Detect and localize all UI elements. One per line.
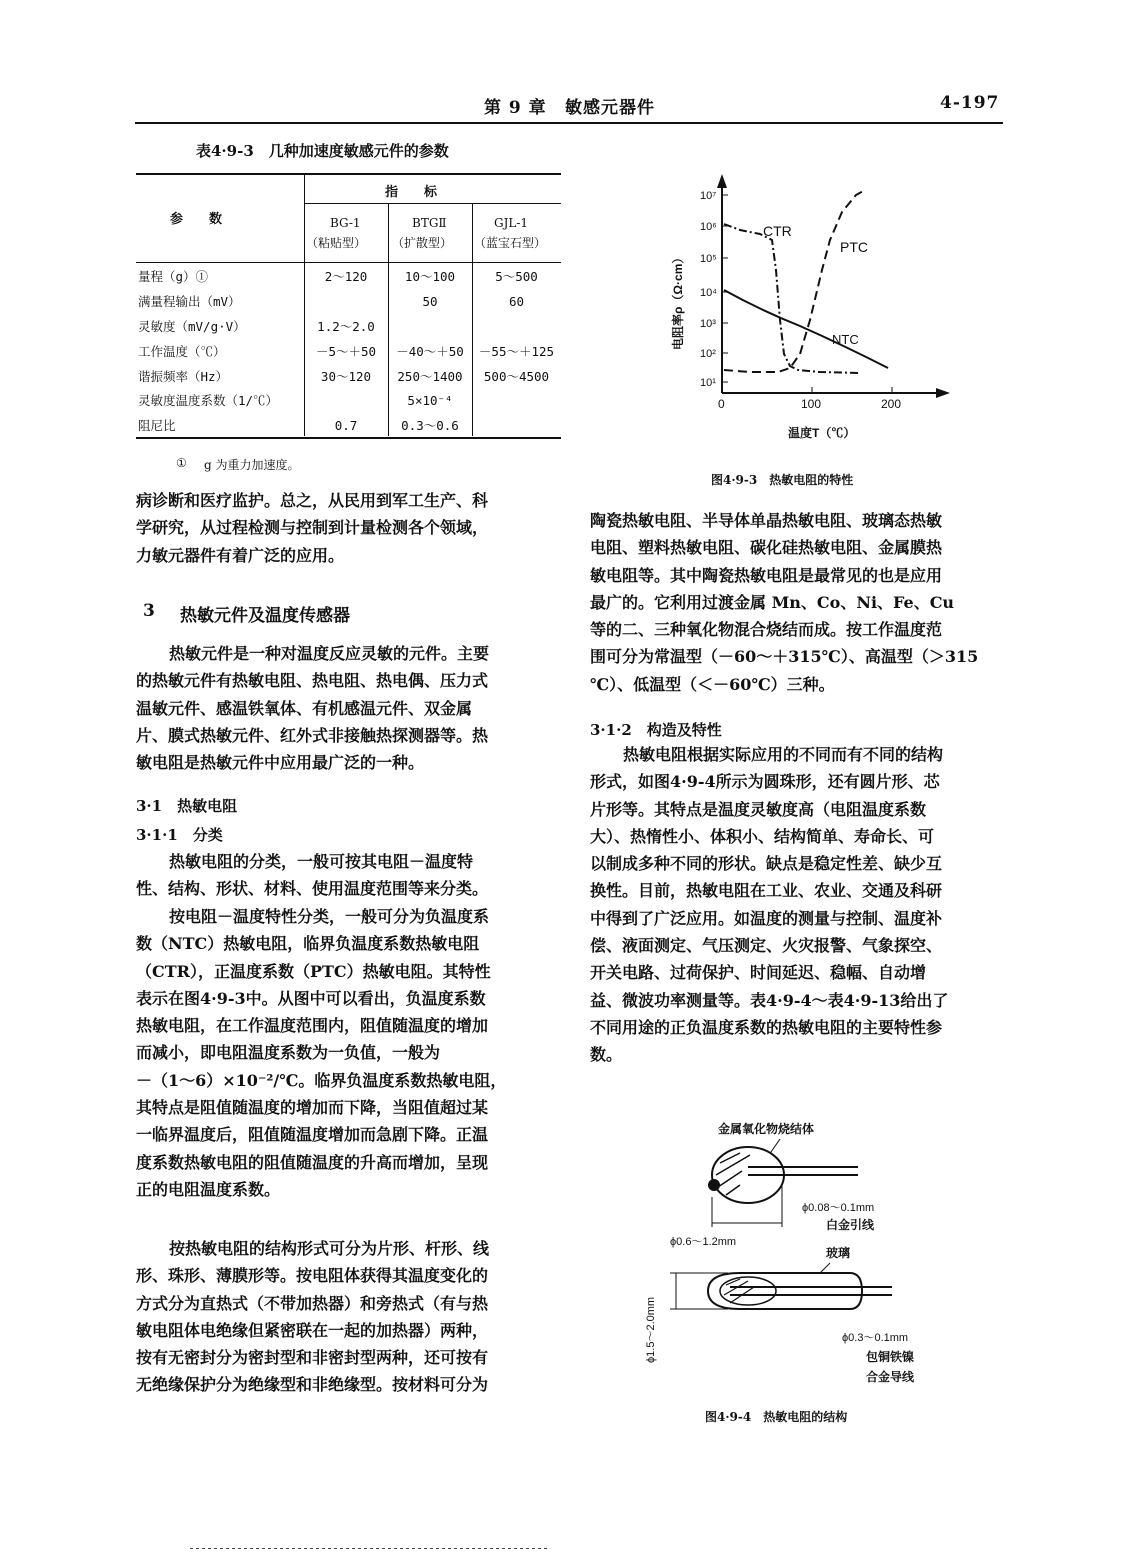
text-line: 电阻、塑料热敏电阻、碳化硅热敏电阻、金属膜热: [590, 538, 943, 558]
left-paragraph-1: [136, 487, 561, 569]
col-type-3: （蓝宝石型）: [474, 236, 547, 250]
x-axis-label: 温度T（℃）: [788, 426, 856, 440]
text-line: 益、微波功率测量等。表4·9-4～表4·9-13给出了: [590, 990, 949, 1010]
table-row: [136, 264, 561, 289]
text-line: 大）、热惰性小、体积小、结构简单、寿命长、可: [590, 826, 935, 846]
section-3-number: 3: [143, 601, 155, 621]
cell: 500～4500: [483, 368, 550, 384]
group-header: 指 标: [385, 185, 438, 200]
text-line: 热敏电阻，在工作温度范围内，阻值随温度的增加: [136, 1016, 489, 1036]
cell: [304, 289, 388, 314]
ptc-label: PTC: [840, 239, 868, 255]
section-3-1-2-heading: 3·1·2 构造及特性: [590, 721, 722, 739]
cell: [472, 388, 561, 413]
text-line: 片形等。其特点是温度灵敏度高（电阻温度系数: [590, 799, 927, 819]
text-line: 性、结构、形状、材料、使用温度范围等来分类。: [136, 879, 489, 899]
text-line: 按有无密封分为密封型和非密封型两种，还可按有: [136, 1348, 489, 1368]
text-line: ℃）、低温型（＜－60℃）三种。: [590, 674, 835, 694]
text-line: 正的电阻温度系数。: [136, 1179, 281, 1199]
cell: －55～＋125: [478, 343, 555, 359]
text-line: 方式分为直热式（不带加热器）和旁热式（有与热: [136, 1293, 489, 1313]
cell: 250～1400: [397, 368, 463, 384]
table-top-rule: [136, 173, 561, 175]
text-line: 的热敏元件有热敏电阻、热电阻、热电偶、压力式: [136, 671, 489, 691]
y-tick-label: 10⁵: [700, 253, 717, 265]
text-line: 热敏电阻根据实际应用的不同而有不同的结构: [623, 745, 944, 764]
cell: [472, 413, 561, 438]
text-line: 热敏电阻的分类，一般可按其电阻－温度特: [169, 852, 474, 871]
cell: －5～＋50: [315, 343, 377, 359]
text-line: 敏电阻体电绝缘但紧密联在一起的加热器）两种，: [136, 1320, 489, 1340]
bottom-dotted-rule: [190, 1548, 550, 1549]
text-line: －（1～6）×10⁻²/℃。临界负温度系数热敏电阻，: [136, 1070, 507, 1090]
chapter-title: 敏感元器件: [565, 98, 655, 118]
right-paragraph-2: [590, 741, 1010, 1069]
cell: 5～500: [495, 269, 538, 285]
text-line: 换性。目前，热敏电阻在工业、农业、交通及科研: [590, 881, 943, 901]
cell: [472, 314, 561, 339]
footnote-mark: ①: [176, 456, 187, 470]
cell: 50: [422, 293, 438, 309]
row-label: 灵敏度温度系数（1/℃）: [138, 393, 279, 409]
x-tick-label: 200: [881, 397, 902, 411]
text-line: 开关电路、过荷保护、时间延迟、稳幅、自动增: [590, 963, 927, 983]
section-3-1-heading: 3·1 热敏电阻: [136, 797, 238, 815]
params-table: [136, 264, 561, 438]
y-axis-label: 电阻率ρ（Ω·cm）: [671, 251, 685, 350]
cell: 60: [508, 293, 525, 309]
table-bottom-rule: [136, 437, 561, 439]
text-line: 形、珠形、薄膜形等。按电阻体获得其温度变化的: [136, 1266, 489, 1286]
lead-diameter-label: ϕ0.3～0.1mm: [842, 1332, 909, 1344]
cell: －40～＋50: [396, 343, 464, 359]
col-type-1: （粘贴型）: [306, 236, 367, 250]
bead-contact-dot: [708, 1179, 720, 1191]
left-paragraph-2: [136, 640, 561, 776]
ctr-label: CTR: [763, 223, 792, 239]
row-label: 满量程输出（mV）: [138, 294, 241, 310]
ntc-curve: [724, 290, 888, 368]
figure4-caption: 图4·9-4 热敏电阻的结构: [705, 1410, 848, 1424]
text-line: 最广的。它利用过渡金属 Mn、Co、Ni、Fe、Cu: [590, 592, 955, 612]
table-caption: 表4·9-3 几种加速度敏感元件的参数: [196, 142, 449, 160]
lead-name-label-2: 合金导线: [866, 1370, 915, 1384]
table-row: [136, 338, 561, 363]
text-line: 其特点是阻值随温度的增加而下降，当阻值超过某: [136, 1098, 489, 1118]
section-3-title: 热敏元件及温度传感器: [180, 606, 350, 626]
y-tick-label: 10⁴: [700, 287, 717, 299]
text-line: 学研究，从过程检测与控制到计量检测各个领域，: [136, 518, 489, 538]
wire-name-label: 白金引线: [826, 1218, 875, 1232]
thermistor-characteristics-chart: [660, 170, 960, 460]
text-line: 陶瓷热敏电阻、半导体单晶热敏电阻、玻璃态热敏: [590, 511, 943, 530]
lead-name-label-1: 包铜铁镍: [866, 1350, 915, 1364]
group-underline: [305, 203, 561, 204]
text-line: 温敏元件、感温铁氧体、有机感温元件、双金属: [136, 698, 473, 718]
page-number: 4-197: [940, 93, 1000, 113]
row-label: 谐振频率（Hz）: [138, 368, 229, 384]
table-row: [136, 388, 561, 413]
text-line: 片、膜式热敏元件、红外式非接触热探测器等。热: [136, 725, 489, 745]
col-type-2: （扩散型）: [392, 236, 453, 250]
cell: [304, 388, 388, 413]
cell: 5×10⁻⁴: [407, 392, 453, 408]
text-line: 数（NTC）热敏电阻，临界负温度系数热敏电阻: [136, 934, 480, 954]
col-model-3: GJL-1: [494, 216, 529, 230]
y-tick-label: 10⁶: [700, 221, 717, 233]
text-line: 热敏元件是一种对温度反应灵敏的元件。主要: [169, 644, 490, 663]
bead-label: 金属氧化物烧结体: [718, 1122, 815, 1136]
figure3-caption: 图4·9-3 热敏电阻的特性: [711, 473, 854, 487]
text-line: 按热敏电阻的结构形式可分为片形、杆形、线: [169, 1239, 490, 1258]
left-paragraph-3: [136, 848, 561, 903]
text-line: 等的二、三种氧化物混合烧结而成。按工作温度范: [590, 620, 943, 640]
cell: [388, 314, 472, 339]
bead-diameter-label: ϕ0.6～1.2mm: [670, 1236, 737, 1248]
thermistor-structure-diagram: [630, 1115, 970, 1395]
text-line: 敏电阻等。其中陶瓷热敏电阻是最常见的也是应用: [590, 565, 943, 585]
text-line: 按电阻－温度特性分类，一般可分为负温度系: [169, 907, 490, 926]
table-row: [136, 289, 561, 314]
text-line: 而减小，即电阻温度系数为一负值，一般为: [136, 1043, 441, 1063]
text-line: 度系数热敏电阻的阻值随温度的升高而增加，呈现: [136, 1152, 489, 1172]
left-paragraph-4: [136, 903, 561, 1203]
header-rule: [135, 122, 1003, 124]
text-line: 中得到了广泛应用。如温度的测量与控制、温度补: [590, 908, 943, 928]
text-line: 力敏元器件有着广泛的应用。: [136, 545, 345, 565]
glass-label: 玻璃: [826, 1246, 851, 1260]
table-header-divider: [304, 173, 305, 263]
y-tick-label: 10⁷: [700, 190, 717, 202]
table-header-rule: [136, 262, 561, 263]
y-tick-label: 10³: [700, 318, 716, 330]
text-line: 形式，如图4·9-4所示为圆珠形，还有圆片形、芯: [590, 772, 940, 792]
table-row: [136, 363, 561, 388]
col-model-1: BG-1: [330, 216, 361, 230]
y-ticks: [700, 190, 728, 389]
text-line: 围可分为常温型（－60～＋315℃）、高温型（＞315: [590, 647, 979, 667]
cell: 1.2～2.0: [317, 318, 375, 334]
row-label: 阻尼比: [138, 418, 176, 434]
y-axis-arrow: [717, 174, 727, 188]
cell: 10～100: [404, 269, 456, 285]
row-label: 工作温度（℃）: [138, 343, 226, 359]
col-model-2: BTGⅡ: [412, 216, 447, 230]
x-tick-label: 0: [718, 397, 725, 411]
text-line: 表示在图4·9-3中。从图中可以看出，负温度系数: [136, 988, 486, 1008]
y-tick-label: 10²: [700, 348, 716, 360]
right-paragraph-1: [590, 507, 1010, 698]
text-line: 数。: [590, 1045, 623, 1065]
param-header: 参 数: [170, 212, 223, 227]
text-line: （CTR），正温度系数（PTC）热敏电阻。其特性: [136, 961, 491, 981]
x-axis-arrow: [936, 388, 950, 398]
row-label: 灵敏度（mV/g·V）: [138, 318, 246, 334]
y-tick-label: 10¹: [700, 377, 716, 389]
cell: 0.7: [334, 417, 358, 433]
left-paragraph-5: [136, 1235, 561, 1399]
text-line: 一临界温度后，阻值随温度增加而急剧下降。正温: [136, 1125, 489, 1145]
cell: 2～120: [324, 269, 368, 285]
x-tick-label: 100: [801, 397, 822, 411]
row-label: 量程（g）①: [138, 269, 209, 285]
chapter-label: 第 9 章: [484, 98, 547, 118]
section-3-1-1-heading: 3·1·1 分类: [136, 826, 223, 844]
text-line: 敏电阻是热敏元件中应用最广泛的一种。: [136, 753, 425, 773]
glass-diameter-label: ϕ1.5～2.0mm: [645, 1296, 657, 1363]
x-ticks: [718, 387, 901, 411]
text-line: 偿、液面测定、气压测定、火灾报警、气象探空、: [590, 936, 943, 956]
cell: 0.3～0.6: [401, 418, 459, 434]
text-line: 以制成多种不同的形状。缺点是稳定性差、缺少互: [590, 854, 943, 874]
wire-diameter-label: ϕ0.08～0.1mm: [802, 1202, 875, 1214]
table-footnote: g 为重力加速度。: [204, 458, 300, 472]
ntc-label: NTC: [832, 332, 859, 347]
table-row: [136, 413, 561, 438]
text-line: 不同用途的正负温度系数的热敏电阻的主要特性参: [590, 1017, 943, 1037]
text-line: 无绝缘保护分为绝缘型和非绝缘型。按材料可分为: [136, 1375, 489, 1395]
text-line: 病诊断和医疗监护。总之，从民用到军工生产、科: [136, 491, 489, 510]
table-row: [136, 314, 561, 339]
cell: 30～120: [320, 368, 372, 384]
